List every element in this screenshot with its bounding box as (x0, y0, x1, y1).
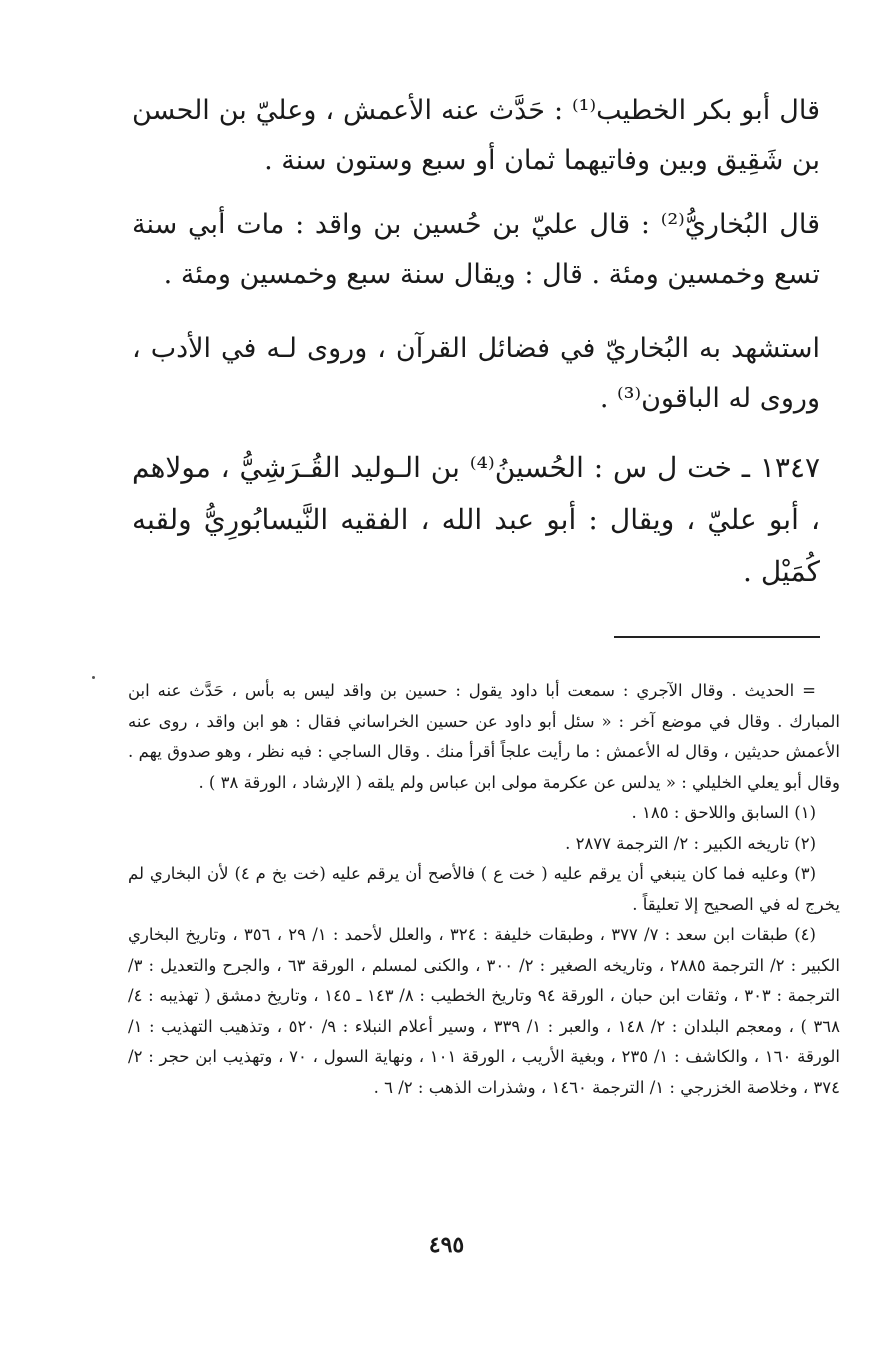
footnote-3: (٣) وعليه فما كان ينبغي أن يرقم عليه ( خت ع ) فالأصح أن يرقم عليه (خت بخ م ٤) لأن البخاري لم يخرج له في الصحيح إلا تعليقاً . (128, 864, 840, 914)
main-text (132, 86, 820, 598)
footnote-continued: = الحديث . وقال الآجري : سمعت أبا داود يقول : حسين بن واقد ليس به بأس ، حَدَّث عنه ابن المبارك . وقال في موضع آخر : « سئل أبو داود عن حسين الخراساني فقال : هو ابن واقد ، روى عنه الأعمش حديثين ، وقال له الأعمش : ما رأيت علجاً أقرأ منك . وقال الساجي : فيه نظر ، وهو صدوق يهم . وقال أبو يعلي الخليلي : « يدلس عن عكرمة مولى ابن عباس ولم يلقه ( الإرشاد ، الورقة ٣٨ ) . (128, 681, 840, 792)
paragraph-khatib: قال أبو بكر الخطيب⁽¹⁾ : حَدَّث عنه الأعمش ، وعليّ بن الحسن بن شَقِيق وبين وفاتيهما ثمان أو سبع وستون سنة . (132, 95, 820, 176)
footnote-separator (614, 636, 820, 638)
footnote-1: (١) السابق واللاحق : ١٨٥ . (631, 803, 816, 822)
footnote-4: (٤) طبقات ابن سعد : ٧/ ٣٧٧ ، وطبقات خليفة : ٣٢٤ ، والعلل لأحمد : ١/ ٢٩ ، ٣٥٦ ، وتاريخ البخاري الكبير : ٢/ الترجمة ٢٨٨٥ ، وتاريخه الصغير : ٢/ ٣٠٠ ، والكنى لمسلم ، الورقة ٦٣ ، والجرح والتعديل : ٣/ الترجمة : ٣٠٣ ، وثقات ابن حبان ، الورقة ٩٤ وتاريخ الخطيب : ٨/ ١٤٣ ـ ١٤٥ ، وتاريخ دمشق ( تهذيبه : ٤/ ٣٦٨ ) ، ومعجم البلدان : ٢/ ١٤٨ ، والعبر : ١/ ٣٣٩ ، وسير أعلام النبلاء : ٩/ ٥٢٠ ، وتذهيب التهذيب : ١/ الورقة ١٦٠ ، والكاشف : ١/ ٢٣٥ ، وبغية الأريب ، الورقة ١٠١ ، ونهاية السول ، ٧٠ ، وتهذيب ابن حجر : ٢/ ٣٧٤ ، وخلاصة الخزرجي : ١/ الترجمة ١٤٦٠ ، وشذرات الذهب : ٢/ ٦ . (128, 925, 840, 1097)
footnote-2: (٢) تاريخه الكبير : ٢/ الترجمة ٢٨٧٧ . (565, 833, 816, 853)
paragraph-bukhari: قال البُخاريُّ⁽²⁾ : قال عليّ بن حُسين بن واقد : مات أبي سنة تسع وخمسين ومئة . قال : ويقال سنة سبع وخمسين ومئة . (132, 209, 820, 290)
paragraph-istishhad: استشهد به البُخاريّ في فضائل القرآن ، وروى لـه في الأدب ، وروى له الباقون⁽³⁾ . (132, 333, 820, 414)
biography-entry-1347: ١٣٤٧ ـ خت ل س : الحُسينُ⁽⁴⁾ بن الـوليد القُـرَشِيُّ ، مولاهم ، أبو عليّ ، ويقال : أبو عبد الله ، الفقيه النَّيسابُورِيُّ ولقبه كُمَيْل . (132, 451, 821, 588)
page-number: ٤٩٥ (428, 1232, 465, 1258)
scan-speck (92, 676, 95, 679)
footnotes (128, 676, 840, 1103)
